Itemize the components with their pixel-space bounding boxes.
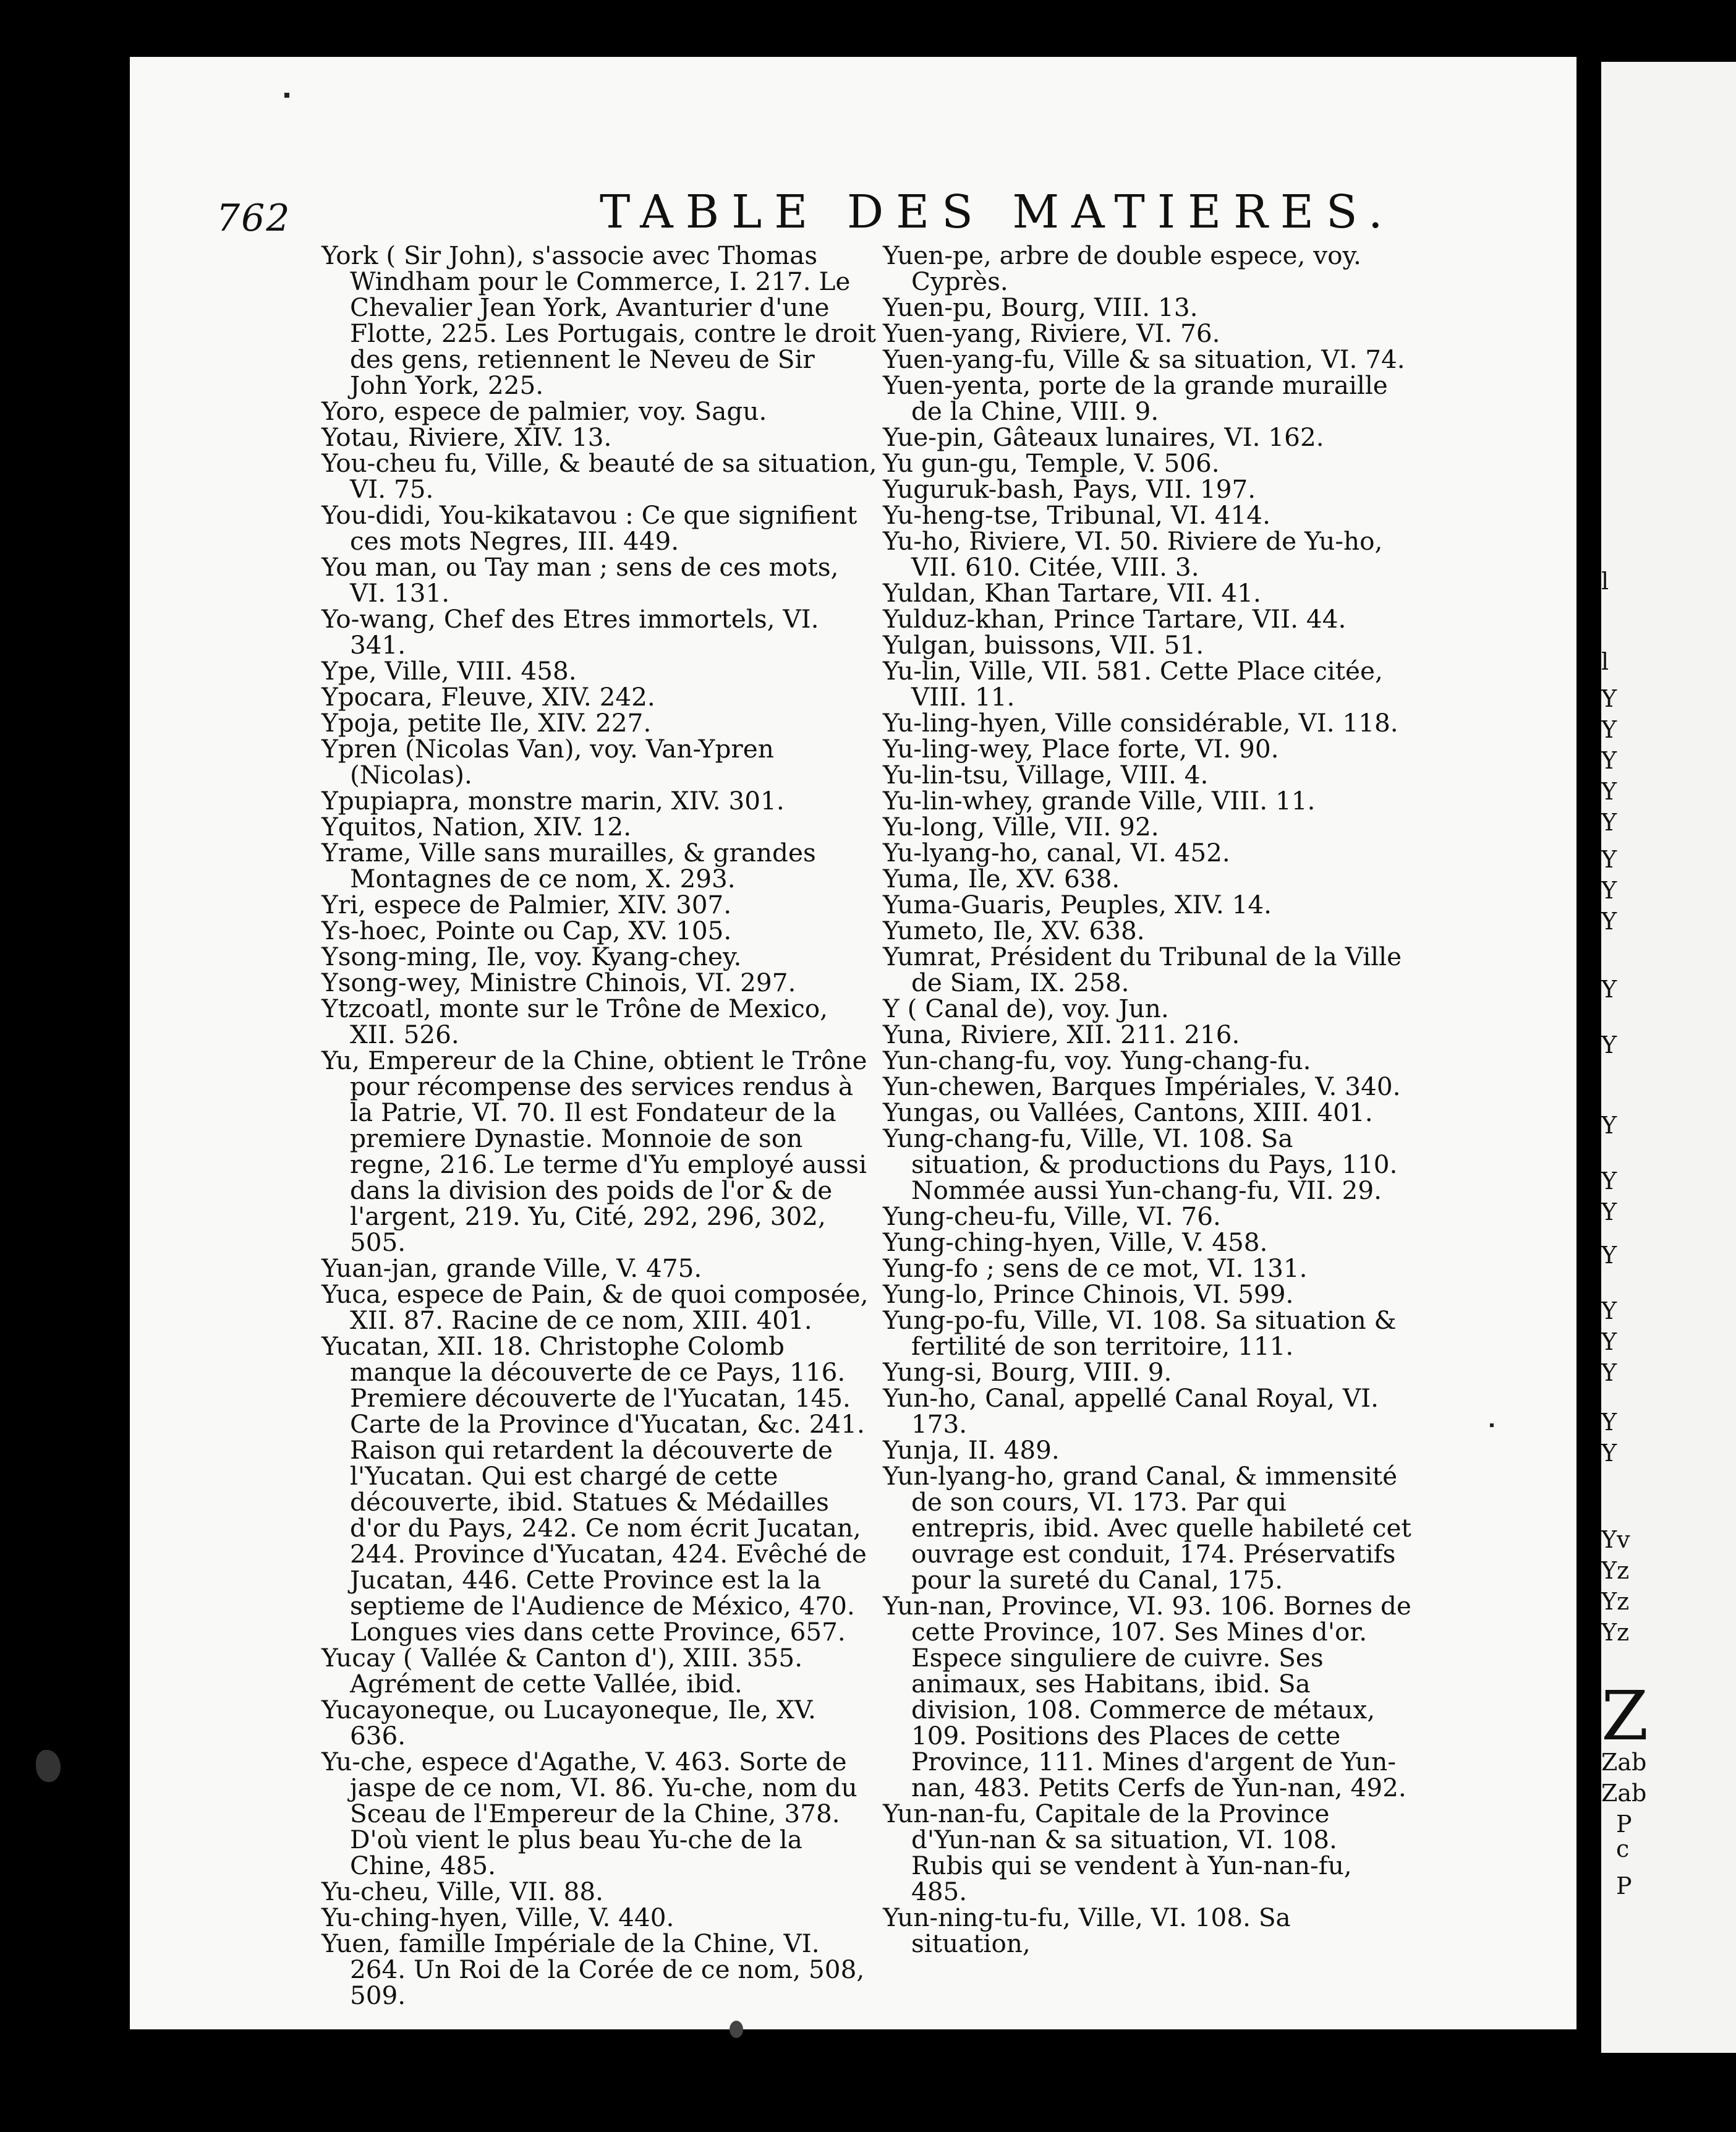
index-entry: Yrame, Ville sans murailles, & grandes Montagnes de ce nom, X. 293. (321, 838, 816, 893)
index-entry: Y ( Canal de), voy. Jun. (883, 994, 1169, 1023)
edge-letter: Y (1601, 1242, 1617, 1269)
index-entry: Yuen-pe, arbre de double espece, voy. Cyprès. (883, 241, 1361, 296)
index-entry: Yuna, Riviere, XII. 211. 216. (883, 1020, 1240, 1049)
index-entry: Yung-fo ; sens de ce mot, VI. 131. (883, 1253, 1308, 1283)
index-entry: Yucay ( Vallée & Canton d'), XIII. 355. Agrément de cette Vallée, ibid. (321, 1643, 803, 1699)
edge-letter: Y (1601, 1112, 1617, 1139)
index-entry: Yoro, espece de palmier, voy. Sagu. (321, 396, 767, 426)
index-entry: You man, ou Tay man ; sens de ces mots, VI. 131. (321, 552, 839, 608)
page-gutter (1578, 0, 1601, 2132)
index-entry: Yun-nan-fu, Capitale de la Province d'Yun-nan & sa situation, VI. 108. Rubis qui se vendent à Yun-nan-fu, 485. (883, 1799, 1352, 1906)
speck (284, 93, 289, 98)
index-entry: Yuma, Ile, XV. 638. (883, 864, 1120, 893)
index-entry: Ypupiapra, monstre marin, XIV. 301. (321, 786, 785, 816)
index-entry: Yu-ling-wey, Place forte, VI. 90. (883, 734, 1279, 764)
index-entry: Yucatan, XII. 18. Christophe Colomb manque la découverte de ce Pays, 116. Premiere découverte de l'Yucatan, 145. Carte de la Province d'Yucatan, &c. 241. Raison qui retardent la découverte de l'Yucatan. Qui est chargé de cette découverte, ibid. Statues & Médailles d'or du Pays, 242. Ce nom écrit Jucatan, 244. Province d'Yucatan, 424. Evêché de Jucatan, 446. Cette Province est la la septieme de l'Audience de México, 470. Longues vies dans cette Province, 657. (321, 1331, 867, 1647)
index-entry: Ypren (Nicolas Van), voy. Van-Ypren (Nicolas). (321, 734, 774, 790)
edge-letter: Y (1601, 1328, 1617, 1355)
index-entry: Yu-ching-hyen, Ville, V. 440. (321, 1903, 674, 1932)
index-entry: Yu gun-gu, Temple, V. 506. (883, 448, 1220, 478)
index-entry: Yu-lin-tsu, Village, VIII. 4. (883, 760, 1209, 790)
index-entry: Yun-chewen, Barques Impériales, V. 340. (883, 1072, 1401, 1101)
next-page-edge (1601, 62, 1736, 2053)
index-entry: Ys-hoec, Pointe ou Cap, XV. 105. (321, 916, 732, 945)
edge-letter: Zab (1601, 1749, 1647, 1776)
index-entry: Yung-lo, Prince Chinois, VI. 599. (883, 1279, 1294, 1309)
index-entry: Ysong-wey, Ministre Chinois, VI. 297. (321, 968, 796, 997)
index-entry: Yu-che, espece d'Agathe, V. 463. Sorte de jaspe de ce nom, VI. 86. Yu-che, nom du Sceau de l'Empereur de la Chine, 378. D'où vient le plus beau Yu-che de la Chine, 485. (321, 1747, 857, 1880)
edge-letter: Yv (1601, 1526, 1630, 1553)
index-entry: Yuma-Guaris, Peuples, XIV. 14. (883, 890, 1272, 919)
index-entry: Yu-ho, Riviere, VI. 50. Riviere de Yu-ho, VII. 610. Citée, VIII. 3. (883, 526, 1383, 582)
edge-letter: Yz (1601, 1557, 1630, 1584)
section-letter-z: Z (1601, 1676, 1649, 1755)
index-entry: Yuguruk-bash, Pays, VII. 197. (883, 474, 1256, 504)
index-entry: Yuen-yang-fu, Ville & sa situation, VI. 74. (883, 344, 1405, 374)
index-entry: Yunja, II. 489. (883, 1435, 1060, 1465)
index-entry: Yumeto, Ile, XV. 638. (883, 916, 1145, 945)
edge-letter: Y (1601, 1359, 1617, 1386)
edge-letter: Y (1601, 809, 1617, 836)
index-entry: York ( Sir John), s'associe avec Thomas Windham pour le Commerce, I. 217. Le Chevalier Jean York, Avanturier d'une Flotte, 225. Les Portugais, contre le droit des gens, retiennent le Neveu de Sir John York, 225. (321, 241, 876, 400)
index-entry: Yun-ho, Canal, appellé Canal Royal, VI. 173. (883, 1383, 1379, 1439)
edge-letter: Y (1601, 747, 1617, 774)
index-entry: Yue-pin, Gâteaux lunaires, VI. 162. (883, 422, 1324, 452)
index-entry: Ype, Ville, VIII. 458. (321, 656, 577, 686)
edge-letter: l (1601, 648, 1609, 675)
index-entry: Yun-nan, Province, VI. 93. 106. Bornes de cette Province, 107. Ses Mines d'or. Espece singuliere de cuivre. Ses animaux, ses Habitans, ibid. Sa division, 108. Commerce de métaux, 109. Positions des Places de cette Province, 111. Mines d'argent de Yun-nan, 483. Petits Cerfs de Yun-nan, 492. (883, 1591, 1411, 1802)
index-entry: Yung-si, Bourg, VIII. 9. (883, 1357, 1172, 1387)
index-entry: Yulduz-khan, Prince Tartare, VII. 44. (883, 604, 1347, 634)
scan-border (0, 0, 130, 2132)
edge-letter: Y (1601, 1297, 1617, 1324)
index-column-left (321, 242, 878, 2008)
index-entry: Yuan-jan, grande Ville, V. 475. (321, 1253, 702, 1283)
page-number: 762 (216, 197, 291, 240)
index-entry: Yung-ching-hyen, Ville, V. 458. (883, 1227, 1268, 1257)
edge-letter: Yz (1601, 1588, 1630, 1615)
index-entry: Yu-lyang-ho, canal, VI. 452. (883, 838, 1230, 868)
edge-letter: Y (1601, 1409, 1617, 1436)
index-entry: Yuldan, Khan Tartare, VII. 41. (883, 578, 1261, 608)
edge-letter: Zab (1601, 1780, 1647, 1807)
speck (1490, 1423, 1494, 1427)
index-entry: Yuen-pu, Bourg, VIII. 13. (883, 292, 1198, 322)
index-entry: Ypocara, Fleuve, XIV. 242. (321, 682, 655, 712)
index-entry: Yulgan, buissons, VII. 51. (883, 630, 1204, 660)
edge-letter: Y (1601, 976, 1617, 1003)
index-entry: Yun-chang-fu, voy. Yung-chang-fu. (883, 1046, 1311, 1075)
edge-letter: Yz (1601, 1619, 1630, 1646)
index-entry: You-cheu fu, Ville, & beauté de sa situation, VI. 75. (321, 448, 877, 504)
edge-letter: l (1601, 568, 1609, 595)
running-head: TABLE DES MATIERES. (600, 185, 1395, 239)
index-entry: Ytzcoatl, monte sur le Trône de Mexico, XII. 526. (321, 994, 828, 1049)
index-entry: You-didi, You-kikatavou : Ce que signifient ces mots Negres, III. 449. (321, 500, 857, 556)
index-entry: Yo-wang, Chef des Etres immortels, VI. 341. (321, 604, 819, 660)
index-entry: Yun-ning-tu-fu, Ville, VI. 108. Sa situation, (883, 1903, 1291, 1958)
edge-letter: Y (1601, 1031, 1617, 1059)
edge-letter: Y (1601, 1198, 1617, 1226)
edge-letter: Y (1601, 778, 1617, 805)
index-entry: Yquitos, Nation, XIV. 12. (321, 812, 632, 842)
index-entry: Yung-po-fu, Ville, VI. 108. Sa situation & fertilité de son territoire, 111. (883, 1305, 1397, 1361)
edge-letter: Y (1601, 1439, 1617, 1467)
index-entry: Ysong-ming, Ile, voy. Kyang-chey. (321, 942, 742, 971)
edge-letter: P (1616, 1810, 1632, 1838)
index-entry: Yotau, Riviere, XIV. 13. (321, 422, 612, 452)
index-entry: Yu-long, Ville, VII. 92. (883, 812, 1159, 842)
index-entry: Ypoja, petite Ile, XIV. 227. (321, 708, 652, 738)
ink-mark (730, 2021, 743, 2038)
index-entry: Yung-cheu-fu, Ville, VI. 76. (883, 1201, 1221, 1231)
index-entry: Yuen, famille Impériale de la Chine, VI. 264. Un Roi de la Corée de ce nom, 508, 509. (321, 1929, 865, 2010)
index-entry: Yu-lin-whey, grande Ville, VIII. 11. (883, 786, 1316, 816)
index-entry: Yun-lyang-ho, grand Canal, & immensité de son cours, VI. 173. Par qui entrepris, ibid. Avec quelle habileté cet ouvrage est conduit, 174. Préservatifs pour la sureté du Canal, 175. (883, 1461, 1411, 1595)
edge-letter: Y (1601, 1167, 1617, 1195)
edge-letter: Y (1601, 846, 1617, 873)
index-entry: Yu-ling-hyen, Ville considérable, VI. 118. (883, 708, 1398, 738)
index-entry: Yuca, espece de Pain, & de quoi composée, XII. 87. Racine de ce nom, XIII. 401. (321, 1279, 869, 1335)
index-entry: Yu-cheu, Ville, VII. 88. (321, 1877, 604, 1906)
index-entry: Yumrat, Président du Tribunal de la Ville de Siam, IX. 258. (883, 942, 1402, 997)
edge-letter: c (1616, 1835, 1630, 1862)
edge-letter: Y (1601, 685, 1617, 712)
index-column-right (883, 242, 1415, 1956)
index-entry: Yuen-yang, Riviere, VI. 76. (883, 318, 1220, 348)
edge-letter: Y (1601, 908, 1617, 935)
index-entry: Yungas, ou Vallées, Cantons, XIII. 401. (883, 1098, 1373, 1127)
index-entry: Yu, Empereur de la Chine, obtient le Trône pour récompense des services rendus à la Patrie, VI. 70. Il est Fondateur de la premiere Dynastie. Monnoie de son regne, 216. Le terme d'Yu employé aussi dans la division des poids de l'or & de l'argent, 219. Yu, Cité, 292, 296, 302, 505. (321, 1046, 867, 1257)
edge-letter: Y (1601, 716, 1617, 743)
index-entry: Yucayoneque, ou Lucayoneque, Ile, XV. 636. (321, 1695, 816, 1750)
index-entry: Yri, espece de Palmier, XIV. 307. (321, 890, 732, 919)
index-entry: Yu-heng-tse, Tribunal, VI. 414. (883, 500, 1270, 530)
edge-letter: P (1616, 1872, 1632, 1900)
edge-letter: Y (1601, 877, 1617, 904)
index-entry: Yuen-yenta, porte de la grande muraille de la Chine, VIII. 9. (883, 370, 1388, 426)
index-entry: Yung-chang-fu, Ville, VI. 108. Sa situation, & productions du Pays, 110. Nommée aussi Yun-chang-fu, VII. 29. (883, 1124, 1398, 1205)
index-entry: Yu-lin, Ville, VII. 581. Cette Place citée, VIII. 11. (883, 656, 1383, 712)
